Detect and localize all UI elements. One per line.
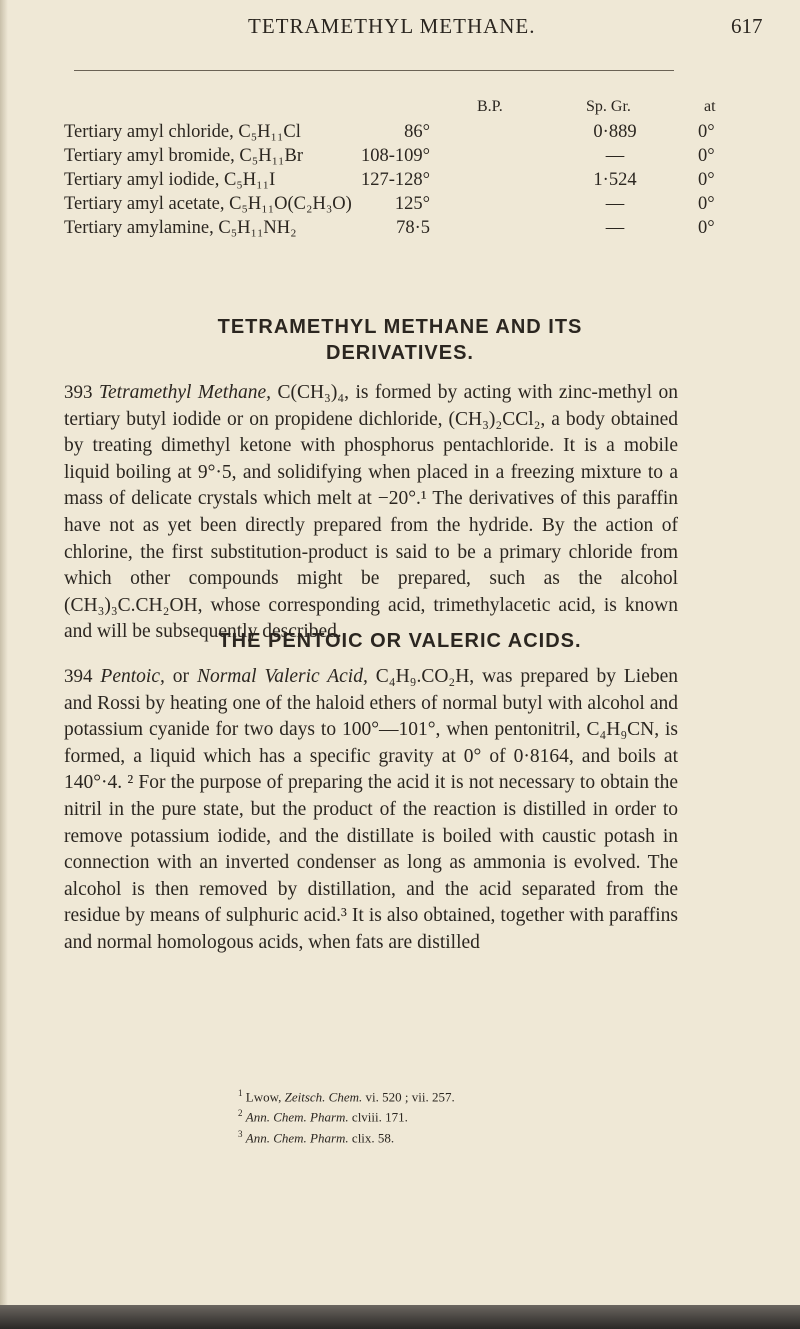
header-sp: Sp. Gr.	[586, 98, 631, 115]
footnote-ref: clix. 58.	[348, 1129, 395, 1145]
header-rule	[74, 70, 674, 71]
compound-name: Tertiary amyl bromide, C₅H₁₁Br	[64, 146, 303, 166]
boiling-point: 78·5	[396, 218, 430, 238]
italic-term: Tetramethyl Methane,	[98, 382, 271, 403]
specific-gravity: 0·889	[593, 122, 637, 142]
specific-gravity: —	[605, 194, 625, 214]
specific-gravity: 1·524	[593, 170, 637, 190]
footnote-mark: 3	[238, 1128, 243, 1139]
footnote-mark: 1	[238, 1088, 243, 1098]
header-bp: B.P.	[477, 98, 503, 115]
boiling-point: 86°	[404, 122, 430, 142]
table-row	[64, 170, 764, 194]
connector-text: or	[164, 666, 197, 687]
italic-term: Normal Valeric Acid,	[196, 666, 368, 687]
compound-name: Tertiary amyl iodide, C₅H₁₁I	[64, 170, 276, 190]
temperature: 0°	[698, 146, 715, 166]
boiling-point: 127-128°	[360, 170, 430, 190]
temperature: 0°	[698, 194, 715, 214]
boiling-point: 108-109°	[360, 146, 430, 166]
section-heading-continued: DERIVATIVES.	[326, 342, 474, 364]
page-number: 617	[731, 14, 763, 38]
page-edge-shadow	[0, 0, 8, 1329]
specific-gravity: —	[605, 146, 625, 166]
paragraph-394	[64, 664, 678, 957]
footnote-source: Zeitsch. Chem.	[284, 1089, 363, 1105]
boiling-point: 125°	[394, 194, 430, 214]
paragraph-number: 394	[64, 666, 93, 687]
running-head	[0, 12, 800, 42]
footnote-mark: 2	[238, 1108, 243, 1119]
specific-gravity: —	[605, 218, 625, 238]
header-at: at	[704, 98, 716, 115]
compound-name: Tertiary amylamine, C₅H₁₁NH₂	[64, 218, 297, 238]
temperature: 0°	[698, 218, 715, 238]
footnote	[238, 1085, 455, 1105]
footnote-source: Ann. Chem. Pharm.	[245, 1109, 349, 1125]
table-row	[64, 146, 764, 170]
paragraph-393	[64, 380, 678, 646]
section-heading: THE PENTOIC OR VALERIC ACIDS.	[218, 630, 582, 652]
footnotes	[238, 1085, 455, 1146]
compound-name: Tertiary amyl chloride, C₅H₁₁Cl	[64, 122, 301, 142]
italic-term: Pentoic,	[100, 666, 165, 687]
footnote	[238, 1105, 455, 1125]
paragraph-number: 393	[64, 382, 93, 403]
table-row	[64, 218, 764, 242]
paragraph-text: C₄H₉.CO₂H, was prepared by Lieben and Rossi by heating one of the haloid ethers of normal butyl with alcohol and potassium cyanide for two days to 100°—101°, when pentonitril, C₄H₉CN, is formed, a liquid which has a specific gravity at 0° of 0·8164, and boils at 140°·4. ² For the purpose of preparing the acid it is not necessary to obtain the nitril in the pure state, but the product of the reaction is distilled in order to remove potassium iodide, and the distillate is boiled with caustic potash in connection with an inverted condenser as long as ammonia is evolved. The alcohol is then removed by distillation, and the acid separated from the residue by means of sulphuric acid.³ It is also obtained, together with paraffins and normal homologous acids, when fats are distilled	[64, 666, 679, 953]
temperature: 0°	[698, 170, 715, 190]
footnote	[238, 1126, 455, 1146]
page-bottom-edge	[0, 1305, 800, 1329]
compound-name: Tertiary amyl acetate, C₅H₁₁O(C₂H₃O)	[64, 194, 352, 214]
properties-table	[64, 98, 764, 242]
running-title: TETRAMETHYL METHANE.	[248, 14, 536, 38]
footnote-ref: clviii. 171.	[348, 1109, 408, 1125]
table-row	[64, 194, 764, 218]
footnote-source: Ann. Chem. Pharm.	[245, 1129, 349, 1145]
table-row	[64, 122, 764, 146]
temperature: 0°	[698, 122, 715, 142]
paragraph-text: C(CH₃)₄, is formed by acting with zinc-methyl on tertiary butyl iodide or on propidene dichloride, (CH₃)₂CCl₂, a body obtained by treating dimethyl ketone with phosphorus pentachloride. It is a mobile liquid boiling at 9°·5, and solidifying when placed in a freezing mixture to a mass of delicate crystals which melt at −20°.¹ The derivatives of this paraffin have not as yet been directly prepared from the hydride. By the action of chlorine, the first substitution-product is said to be a primary chloride from which other compounds might be prepared, such as the alcohol (CH₃)₃C.CH₂OH, whose corresponding acid, trimethylacetic acid, is known and will be subsequently described.	[64, 382, 678, 643]
table-header	[64, 98, 764, 122]
section-heading: TETRAMETHYL METHANE AND ITS	[217, 316, 583, 338]
footnote-author: Lwow,	[245, 1089, 285, 1105]
footnote-ref: vi. 520 ; vii. 257.	[362, 1089, 455, 1105]
